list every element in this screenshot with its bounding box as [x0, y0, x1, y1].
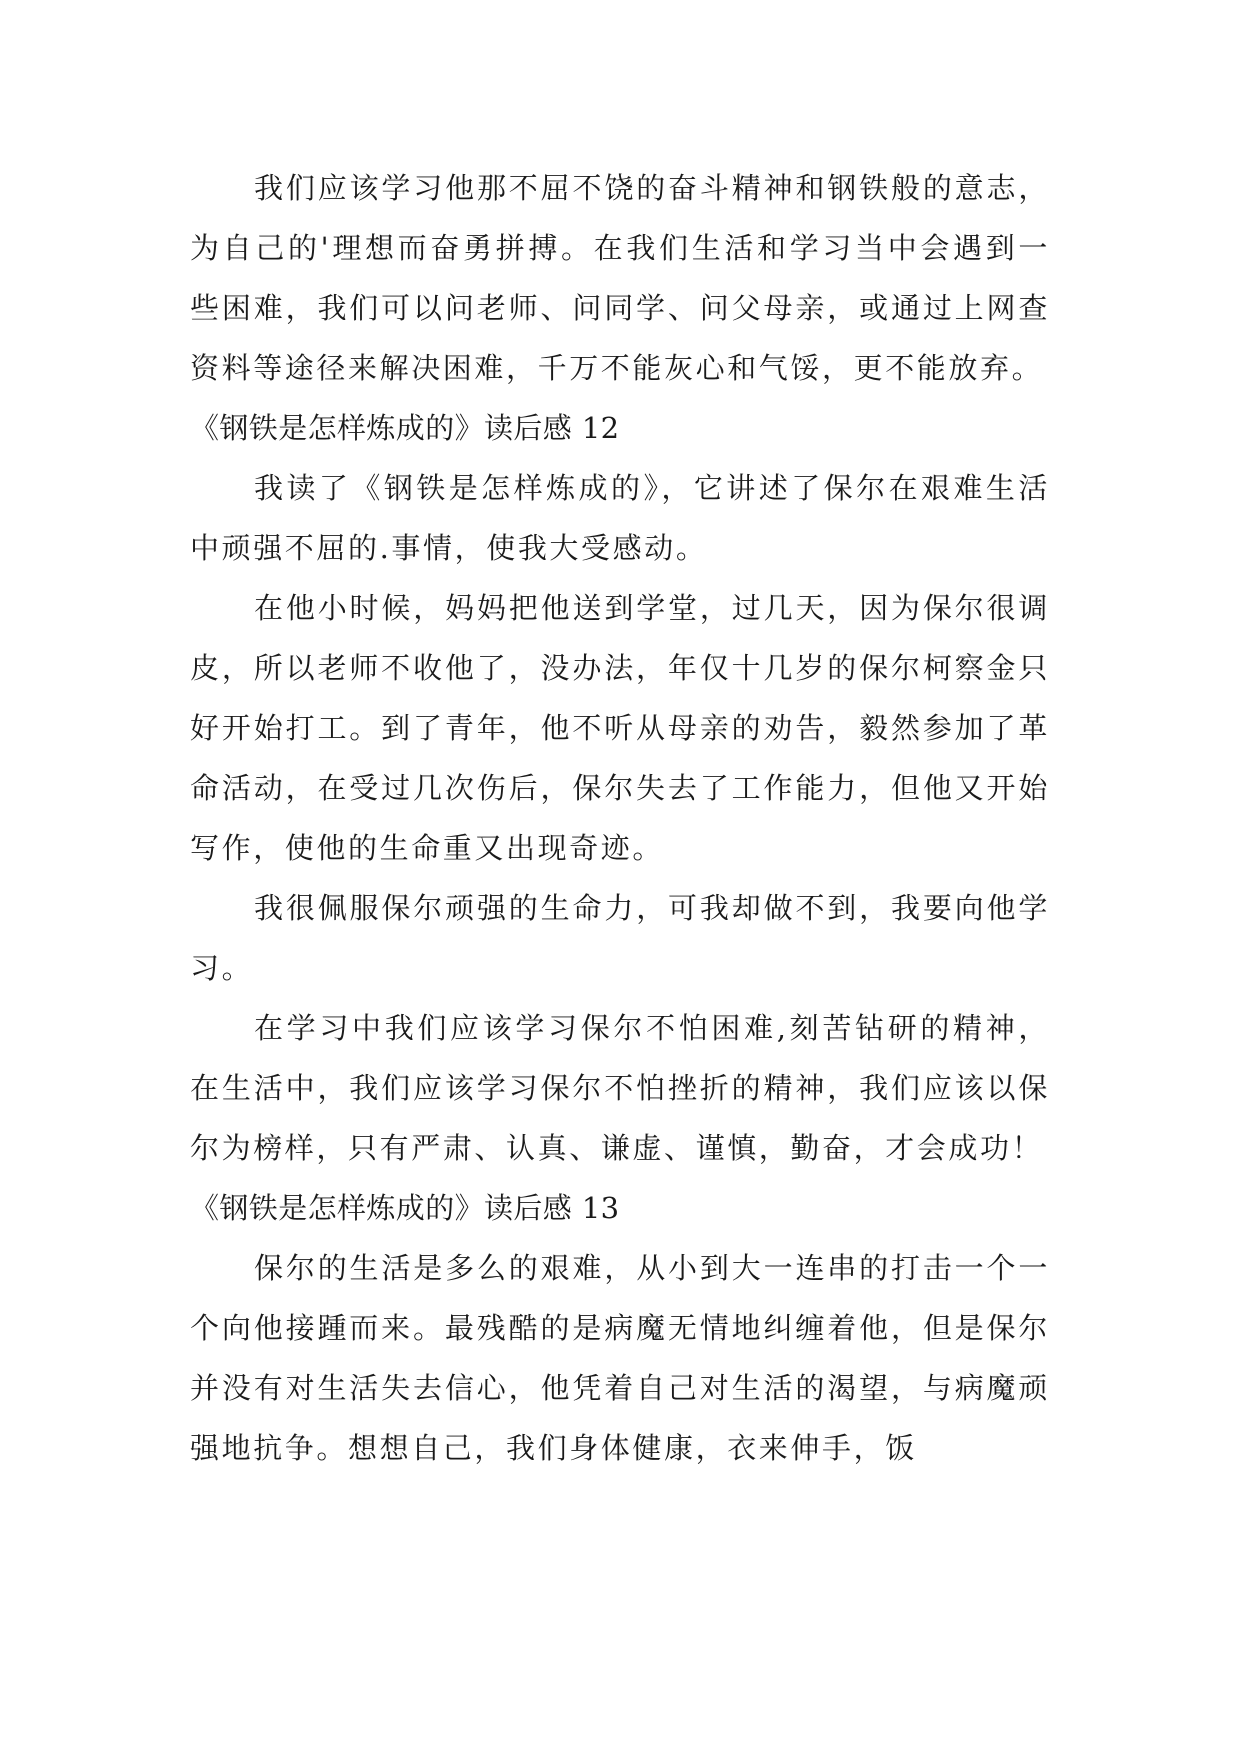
- body-paragraph: 我很佩服保尔顽强的生命力，可我却做不到，我要向他学习。: [190, 891, 1050, 985]
- document-body: [190, 158, 1050, 1478]
- section-heading: 《钢铁是怎样炼成的》读后感 13: [190, 1191, 620, 1225]
- body-paragraph: 在他小时候，妈妈把他送到学堂，过几天，因为保尔很调皮，所以老师不收他了，没办法，年仅十几岁的保尔柯察金只好开始打工。到了青年，他不听从母亲的劝告，毅然参加了革命活动，在受过几次伤后，保尔失去了工作能力，但他又开始写作，使他的生命重又出现奇迹。: [190, 591, 1050, 865]
- body-paragraph: 我读了《钢铁是怎样炼成的》，它讲述了保尔在艰难生活中顽强不屈的.事情，使我大受感动。: [190, 471, 1050, 565]
- body-paragraph: 保尔的生活是多么的艰难，从小到大一连串的打击一个一个向他接踵而来。最残酷的是病魔无情地纠缠着他，但是保尔并没有对生活失去信心，他凭着自己对生活的渴望，与病魔顽强地抗争。想想自己，我们身体健康，衣来伸手，饭: [190, 1251, 1050, 1465]
- section-heading: 《钢铁是怎样炼成的》读后感 12: [190, 411, 620, 445]
- body-paragraph: 我们应该学习他那不屈不饶的奋斗精神和钢铁般的意志，为自己的'理想而奋勇拼搏。在我们生活和学习当中会遇到一些困难，我们可以问老师、问同学、问父母亲，或通过上网查资料等途径来解决困难，千万不能灰心和气馁，更不能放弃。: [190, 171, 1050, 385]
- body-paragraph: 在学习中我们应该学习保尔不怕困难,刻苦钻研的精神，在生活中，我们应该学习保尔不怕挫折的精神，我们应该以保尔为榜样，只有严肃、认真、谦虚、谨慎，勤奋，才会成功！: [190, 1011, 1050, 1165]
